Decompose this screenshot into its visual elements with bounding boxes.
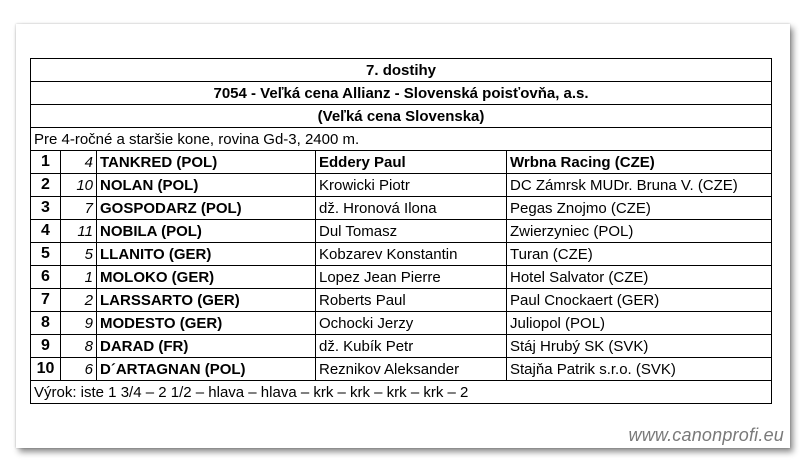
results-card [16, 24, 790, 448]
owner-cell: Stajňa Patrik s.r.o. (SVK) [507, 358, 772, 381]
race-heading: 7. dostihy [31, 59, 772, 82]
jockey-cell: Reznikov Aleksander [316, 358, 507, 381]
place-cell: 2 [31, 174, 61, 197]
race-results-table [30, 58, 772, 404]
owner-cell: DC Zámrsk MUDr. Bruna V. (CZE) [507, 174, 772, 197]
number-cell: 4 [61, 151, 97, 174]
horse-cell: D´ARTAGNAN (POL) [97, 358, 316, 381]
jockey-cell: Roberts Paul [316, 289, 507, 312]
horse-cell: MOLOKO (GER) [97, 266, 316, 289]
race-title: 7054 - Veľká cena Allianz - Slovenská poisťovňa, a.s. [31, 82, 772, 105]
watermark: www.canonprofi.eu [628, 425, 784, 445]
number-cell: 2 [61, 289, 97, 312]
jockey-cell: Ochocki Jerzy [316, 312, 507, 335]
jockey-cell: Lopez Jean Pierre [316, 266, 507, 289]
table-row [31, 312, 772, 335]
table-row [31, 358, 772, 381]
horse-cell: LLANITO (GER) [97, 243, 316, 266]
margins-text: Výrok: iste 1 3/4 – 2 1/2 – hlava – hlava – krk – krk – krk – krk – 2 [31, 381, 772, 404]
table-row [31, 266, 772, 289]
number-cell: 8 [61, 335, 97, 358]
place-cell: 10 [31, 358, 61, 381]
place-cell: 5 [31, 243, 61, 266]
table-row [31, 243, 772, 266]
race-subtitle: (Veľká cena Slovenska) [31, 105, 772, 128]
place-cell: 1 [31, 151, 61, 174]
table-row [31, 197, 772, 220]
horse-cell: TANKRED (POL) [97, 151, 316, 174]
owner-cell: Pegas Znojmo (CZE) [507, 197, 772, 220]
owner-cell: Wrbna Racing (CZE) [507, 151, 772, 174]
owner-cell: Hotel Salvator (CZE) [507, 266, 772, 289]
horse-cell: LARSSARTO (GER) [97, 289, 316, 312]
table-row [31, 289, 772, 312]
owner-cell: Paul Cnockaert (GER) [507, 289, 772, 312]
number-cell: 10 [61, 174, 97, 197]
number-cell: 5 [61, 243, 97, 266]
table-row [31, 220, 772, 243]
number-cell: 9 [61, 312, 97, 335]
owner-cell: Turan (CZE) [507, 243, 772, 266]
horse-cell: NOBILA (POL) [97, 220, 316, 243]
number-cell: 7 [61, 197, 97, 220]
owner-cell: Zwierzyniec (POL) [507, 220, 772, 243]
place-cell: 3 [31, 197, 61, 220]
jockey-cell: dž. Hronová Ilona [316, 197, 507, 220]
owner-cell: Juliopol (POL) [507, 312, 772, 335]
jockey-cell: dž. Kubík Petr [316, 335, 507, 358]
horse-cell: DARAD (FR) [97, 335, 316, 358]
place-cell: 8 [31, 312, 61, 335]
place-cell: 6 [31, 266, 61, 289]
horse-cell: NOLAN (POL) [97, 174, 316, 197]
jockey-cell: Kobzarev Konstantin [316, 243, 507, 266]
horse-cell: MODESTO (GER) [97, 312, 316, 335]
place-cell: 4 [31, 220, 61, 243]
number-cell: 1 [61, 266, 97, 289]
jockey-cell: Eddery Paul [316, 151, 507, 174]
table-row [31, 174, 772, 197]
number-cell: 11 [61, 220, 97, 243]
place-cell: 7 [31, 289, 61, 312]
horse-cell: GOSPODARZ (POL) [97, 197, 316, 220]
race-conditions: Pre 4-ročné a staršie kone, rovina Gd-3, 2400 m. [31, 128, 772, 151]
owner-cell: Stáj Hrubý SK (SVK) [507, 335, 772, 358]
table-row [31, 151, 772, 174]
jockey-cell: Dul Tomasz [316, 220, 507, 243]
place-cell: 9 [31, 335, 61, 358]
number-cell: 6 [61, 358, 97, 381]
jockey-cell: Krowicki Piotr [316, 174, 507, 197]
table-row [31, 335, 772, 358]
